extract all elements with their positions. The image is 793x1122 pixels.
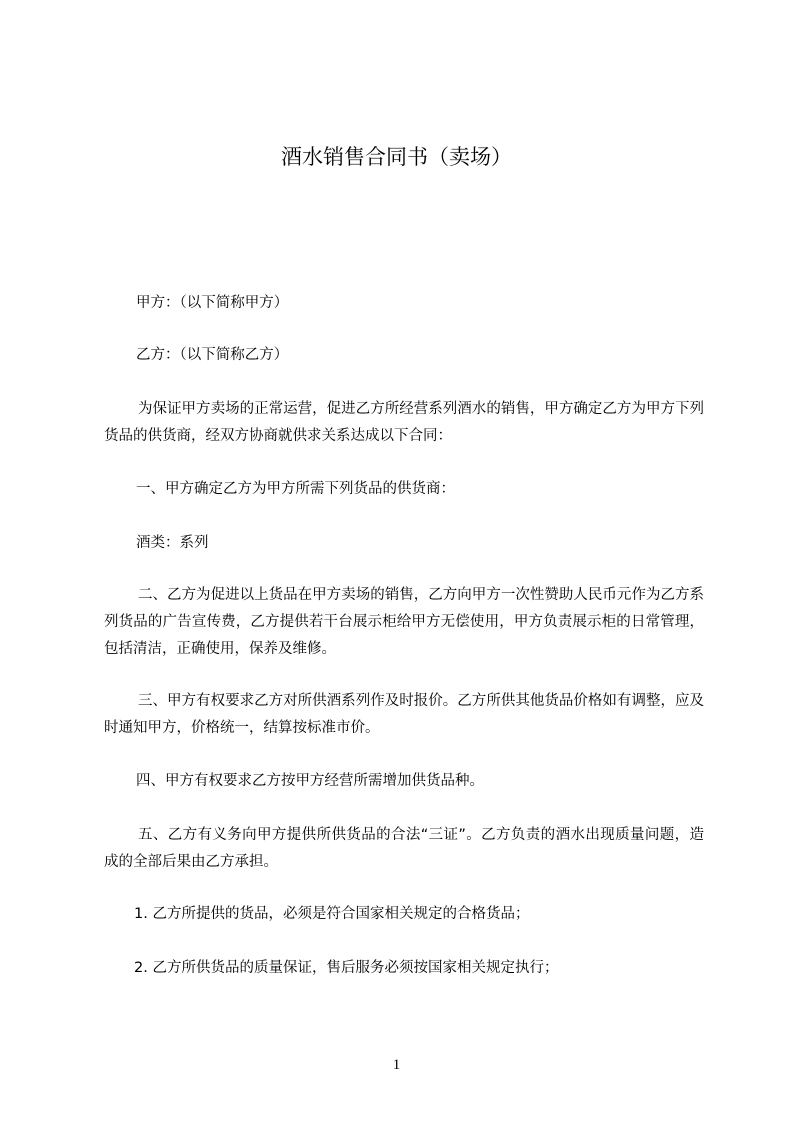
preamble-paragraph: 为保证甲方卖场的正常运营，促进乙方所经营系列酒水的销售，甲方确定乙方为甲方下列货品的供货商，经双方协商就供求关系达成以下合同： [104, 401, 704, 444]
party-a-line: 甲方：（以下简称甲方） [136, 295, 289, 311]
clause-three: 三、甲方有权要求乙方对所供酒系列作及时报价。乙方所供其他货品价格如有调整，应及时通知甲方，价格统一，结算按标准市价。 [104, 693, 704, 736]
liquor-category-line: 酒类：系列 [136, 535, 209, 551]
page-number: 1 [392, 1057, 401, 1073]
document-title: 酒水销售合同书（卖场） [281, 145, 512, 169]
clause-one: 一、甲方确定乙方为甲方所需下列货品的供货商： [136, 481, 455, 497]
party-b-line: 乙方：（以下简称乙方） [136, 347, 289, 363]
sub-item-1: 1. 乙方所提供的货品，必须是符合国家相关规定的合格货品； [134, 906, 530, 922]
sub-item-2: 2. 乙方所供货品的质量保证，售后服务必须按国家相关规定执行； [134, 960, 559, 976]
clause-five: 五、乙方有义务向甲方提供所供货品的合法“三证”。乙方负责的酒水出现质量问题，造成的全部后果由乙方承担。 [104, 827, 704, 870]
clause-four: 四、甲方有权要求乙方按甲方经营所需增加供货品种。 [136, 773, 484, 789]
clause-two: 二、乙方为促进以上货品在甲方卖场的销售，乙方向甲方一次性赞助人民币元作为乙方系列货品的广告宣传费，乙方提供若干台展示柜给甲方无偿使用，甲方负责展示柜的日常管理，包括清洁，正确使用，保养及维修。 [104, 587, 704, 657]
